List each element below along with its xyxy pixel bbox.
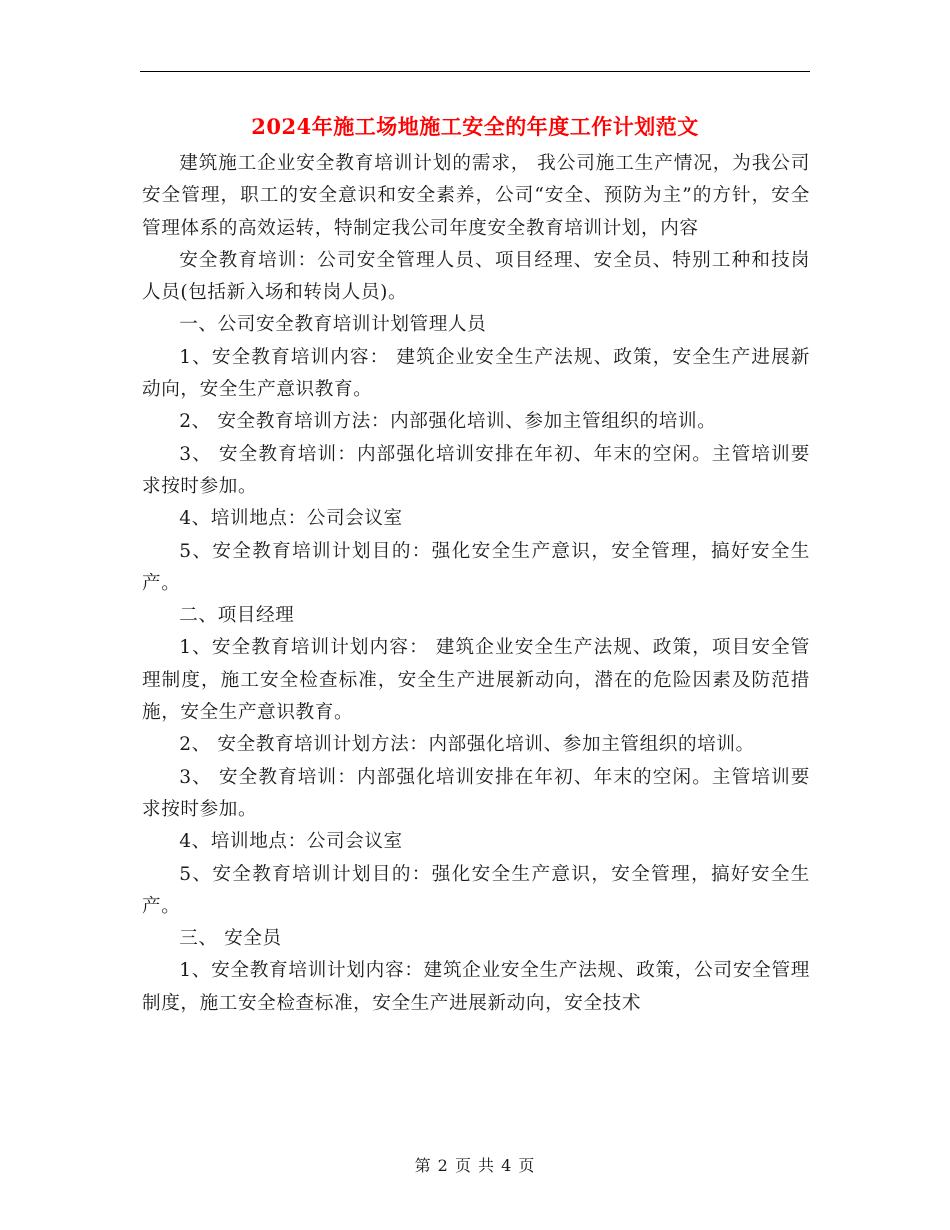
paragraph-item: 4、培训地点：公司会议室 (179, 508, 403, 530)
paragraph-item: 5、安全教育培训计划目的：强化安全生产意识，安全管理，搞好安全生产。 (142, 540, 810, 594)
document-body (142, 148, 810, 1020)
header-rule (140, 71, 810, 72)
page-number-footer: 第 2 页 共 4 页 (414, 1156, 536, 1175)
paragraph-item: 2、 安全教育培训方法：内部强化培训、参加主管组织的培训。 (179, 411, 717, 433)
paragraph-item: 5、安全教育培训计划目的：强化安全生产意识，安全管理，搞好安全生产。 (142, 863, 810, 917)
document-title: 2024年施工场地施工安全的年度工作计划范文 (251, 114, 699, 139)
paragraph-item: 2、 安全教育培训计划方法：内部强化培训、参加主管组织的培训。 (179, 734, 755, 756)
section-heading-safety-officer: 三、 安全员 (179, 928, 282, 950)
paragraph-intro: 建筑施工企业安全教育培训计划的需求， 我公司施工生产情况，为我公司安全管理，职工的安全意识和安全素养，公司“安全、预防为主”的方针，安全管理体系的高效运转，特制定我公司年度安全教育培训计划，内容 (142, 153, 810, 239)
paragraph-item: 1、安全教育培训计划内容： 建筑企业安全生产法规、政策，项目安全管理制度，施工安全检查标准，安全生产进展新动向，潜在的危险因素及防范措施，安全生产意识教育。 (142, 637, 810, 724)
paragraph-item: 1、安全教育培训内容： 建筑企业安全生产法规、政策，安全生产进展新动向，安全生产意识教育。 (142, 346, 810, 401)
paragraph-item: 4、培训地点：公司会议室 (179, 831, 403, 853)
paragraph-training-scope: 安全教育培训：公司安全管理人员、项目经理、安全员、特别工种和技岗人员(包括新入场和转岗人员)。 (142, 249, 810, 304)
section-heading-management: 一、公司安全教育培训计划管理人员 (179, 314, 487, 336)
paragraph-item: 1、安全教育培训计划内容：建筑企业安全生产法规、政策，公司安全管理制度，施工安全检查标准，安全生产进展新动向，安全技术 (142, 960, 810, 1014)
section-heading-project-manager: 二、项目经理 (179, 605, 295, 627)
paragraph-item: 3、 安全教育培训：内部强化培训安排在年初、年末的空闲。主管培训要求按时参加。 (142, 766, 810, 820)
paragraph-item: 3、 安全教育培训：内部强化培训安排在年初、年末的空闲。主管培训要求按时参加。 (142, 443, 810, 497)
